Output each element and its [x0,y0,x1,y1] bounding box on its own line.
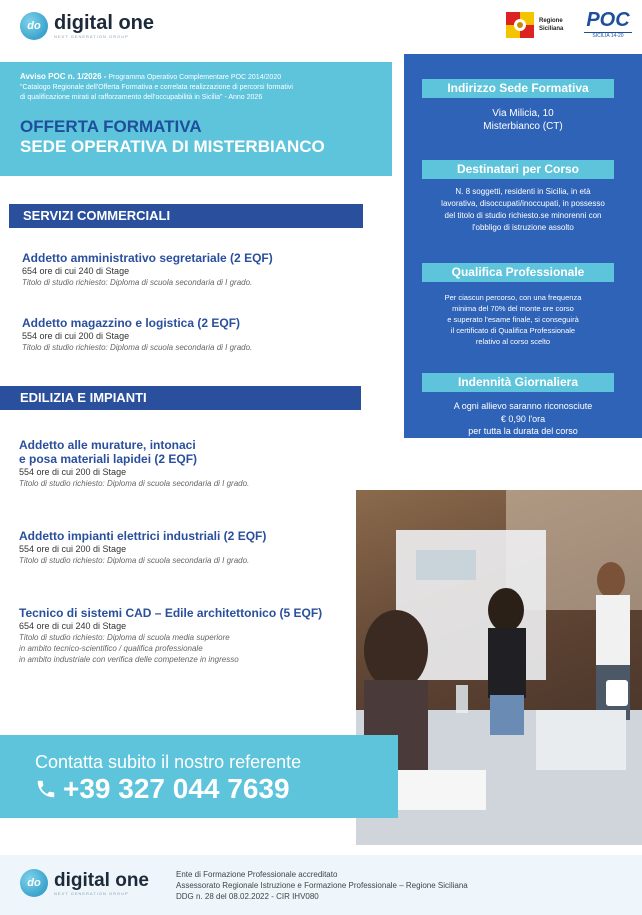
footer-logo-mark-icon: do [20,869,48,897]
course-hours: 554 ore di cui 200 di Stage [19,544,127,554]
contact-phone[interactable]: +39 327 044 7639 [63,773,290,804]
course-title: Addetto magazzino e logistica (2 EQF) [22,316,241,330]
course-item [22,251,382,288]
section-servizi-commerciali: SERVIZI COMMERCIALI [9,204,363,228]
course-item [19,438,349,489]
footer-brand-name: digital one [54,869,149,891]
course-requirement: Titolo di studio richiesto: Diploma di scuola media superiore in ambito tecnico-scientifico / qualifica professionale in ambito industriale con verifica delle competenze in ingresso [19,633,239,664]
indennita-text: A ogni allievo saranno riconosciute € 0,90 l'ora per tutta la durata del corso [453,401,593,436]
top-banner [0,62,392,176]
footer-brand-logo [20,869,149,897]
qualifica-heading: Qualifica Professionale [422,263,614,282]
regione-crest-icon [506,12,534,38]
course-requirement: Titolo di studio richiesto: Diploma di scuola secondaria di I grado. [19,556,250,565]
phone-icon [35,778,57,800]
recipients-heading: Destinatari per Corso [422,160,614,179]
brand-name: digital one [54,12,154,34]
course-hours: 554 ore di cui 200 di Stage [19,467,127,477]
contact-box [0,735,398,818]
poc-sub: SICILIA 14-20 [584,32,632,39]
contact-phone-row[interactable] [35,773,290,805]
regione-logo [506,12,563,38]
banner-avviso: Avviso POC n. 1/2026 - Programma Operativo Complementare POC 2014/2020 "Catalogo Regionale dell'Offerta Formativa e correlata realizzazione di percorsi formativi di qualificazione mirati al rafforzamento dell'occupabilità in Sicilia" - Anno 2026 [20,72,293,101]
course-hours: 554 ore di cui 200 di Stage [22,331,130,341]
logo-mark-icon: do [20,12,48,40]
regione-label-1: Regione [539,18,563,24]
footer-text: Ente di Formazione Professionale accreditato Assessorato Regionale Istruzione e Formazione Professionale – Regione Siciliana DDG n. 28 del 08.02.2022 - CIR IHV080 [176,870,468,901]
course-requirement: Titolo di studio richiesto: Diploma di scuola secondaria di I grado. [22,278,253,287]
classroom-photo [356,490,642,845]
contact-label: Contatta subito il nostro referente [35,752,302,772]
course-requirement: Titolo di studio richiesto: Diploma di scuola secondaria di I grado. [19,479,250,488]
page-title: OFFERTA FORMATIVA [20,117,202,136]
course-title: Addetto amministrativo segretariale (2 EQF) [22,251,273,265]
brand-logo [20,12,154,40]
section-edilizia-impianti: EDILIZIA E IMPIANTI [0,386,361,410]
poc-logo [584,10,632,39]
qualifica-text: Per ciascun percorso, con una frequenza minima del 70% del monte ore corso e superato l'esame finale, si conseguirà il certificato di Qualifica Professionale relativo al corso scelto [444,293,582,346]
address-heading: Indirizzo Sede Formativa [422,79,614,98]
course-item [19,529,349,566]
course-title: Addetto impianti elettrici industriali (2 EQF) [19,529,267,543]
footer [0,855,642,915]
indennita-heading: Indennità Giornaliera [422,373,614,392]
course-item [22,316,382,353]
course-item [19,606,354,665]
regione-label-2: Siciliana [539,26,564,32]
footer-brand-tagline: NEXT GENERATION GROUP [54,890,129,896]
brand-tagline: NEXT GENERATION GROUP [54,34,129,39]
address-text: Via Milicia, 10 Misterbianco (CT) [483,108,563,132]
course-requirement: Titolo di studio richiesto: Diploma di scuola secondaria di I grado. [22,343,253,352]
course-title: Tecnico di sistemi CAD – Edile architettonico (5 EQF) [19,606,323,620]
course-hours: 654 ore di cui 240 di Stage [22,266,130,276]
course-hours: 654 ore di cui 240 di Stage [19,621,127,631]
classroom-photo-illustration [356,490,642,845]
course-title: Addetto alle murature, intonaci e posa materiali lapidei (2 EQF) [19,438,198,466]
poc-label: POC [586,9,630,31]
recipients-text: N. 8 soggetti, residenti in Sicilia, in età lavorativa, disoccupati/inoccupati, in possesso del titolo di studio richiesto.se minorenni con l'obbligo di istruzione assolto [441,187,605,232]
page-subtitle: SEDE OPERATIVA DI MISTERBIANCO [20,137,325,156]
